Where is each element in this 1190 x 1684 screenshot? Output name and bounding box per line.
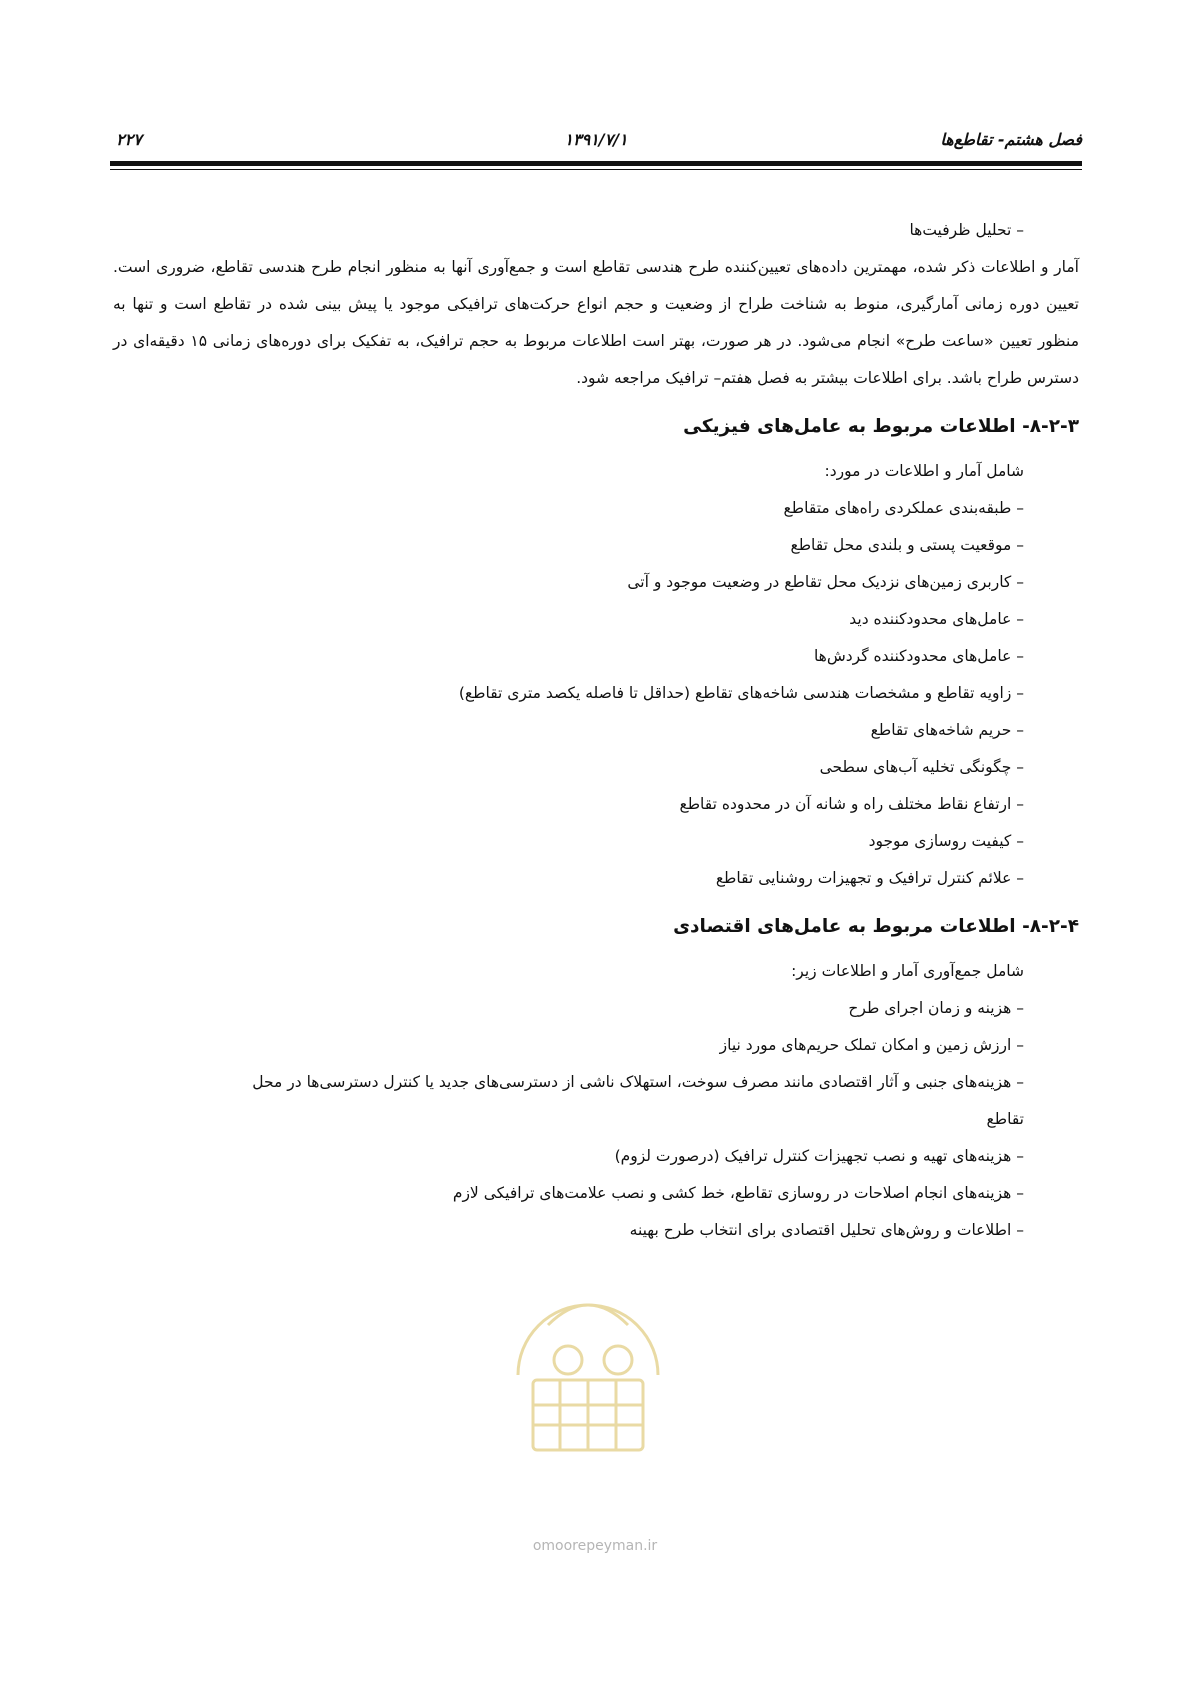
page-body <box>113 212 1079 1249</box>
section-lead-economic: شامل جمع‌آوری آمار و اطلاعات زیر: <box>791 962 1024 980</box>
header-rule-thick <box>110 161 1082 166</box>
header-rule-thin <box>110 169 1082 170</box>
list-item: – حریم شاخه‌های تقاطع <box>870 721 1024 739</box>
page-number: ۲۲۷ <box>116 130 142 149</box>
list-item: – موقعیت پستی و بلندی محل تقاطع <box>790 536 1024 554</box>
intro-paragraph: آمار و اطلاعات ذکر شده، مهمترین داده‌های تعیین‌کننده طرح هندسی تقاطع است و جمع‌آوری آنها به منظور انجام طرح هندسی تقاطع، ضروری است. تعیین دوره زمانی آمارگیری، منوط به شناخت طراح از وضعیت و حجم انواع حرکت‌های ترافیکی موجود یا پیش بینی شده در تقاطع است و تنها به منظور تعیین «ساعت طرح» انجام می‌شود. در هر صورت، بهتر است اطلاعات مربوط به حجم ترافیک، به تفکیک برای دوره‌های زمانی ۱۵ دقیقه‌ای در دسترس طراح باشد. برای اطلاعات بیشتر به فصل هفتم– ترافیک مراجعه شود. <box>113 258 1080 387</box>
section-lead-physical: شامل آمار و اطلاعات در مورد: <box>824 462 1024 480</box>
list-item: – کیفیت روسازی موجود <box>868 832 1024 850</box>
header-date: ۱۳۹۱/۷/۱ <box>564 130 628 149</box>
list-item: – هزینه‌های جنبی و آثار اقتصادی مانند مصرف سوخت، استهلاک ناشی از دسترسی‌های جدید یا کنترل دسترسی‌ها در محل <box>252 1073 1024 1091</box>
list-item: – طبقه‌بندی عملکردی راه‌های متقاطع <box>783 499 1024 517</box>
list-item: – ارتفاع نقاط مختلف راه و شانه آن در محدوده تقاطع <box>679 795 1024 813</box>
list-item: – عامل‌های محدودکننده گردش‌ها <box>813 647 1024 665</box>
intro-item: – تحلیل ظرفیت‌ها <box>909 221 1024 239</box>
list-item: – عامل‌های محدودکننده دید <box>849 610 1024 628</box>
watermark-seal-icon <box>478 1265 698 1465</box>
list-item: – هزینه‌های تهیه و نصب تجهیزات کنترل ترافیک (درصورت لزوم) <box>614 1147 1024 1165</box>
list-item: – کاربری زمین‌های نزدیک محل تقاطع در وضعیت موجود و آتی <box>627 573 1024 591</box>
list-item: – اطلاعات و روش‌های تحلیل اقتصادی برای انتخاب طرح بهینه <box>629 1221 1024 1239</box>
chapter-title: فصل هشتم- تقاطع‌ها <box>940 130 1082 149</box>
list-item: – هزینه و زمان اجرای طرح <box>848 999 1024 1017</box>
list-item: – علائم کنترل ترافیک و تجهیزات روشنایی تقاطع <box>715 869 1024 887</box>
section-heading-economic: ۸-۲-۴- اطلاعات مربوط به عامل‌های اقتصادی <box>673 916 1079 937</box>
list-item: – چگونگی تخلیه آب‌های سطحی <box>819 758 1024 776</box>
page-header <box>110 130 1082 160</box>
list-item: – زاویه تقاطع و مشخصات هندسی شاخه‌های تقاطع (حداقل تا فاصله یکصد متری تقاطع) <box>458 684 1024 702</box>
watermark-url: omoorepeyman.ir <box>532 1538 658 1554</box>
list-item: – هزینه‌های انجام اصلاحات در روسازی تقاطع، خط کشی و نصب علامت‌های ترافیکی لازم <box>452 1184 1024 1202</box>
list-item-continuation: تقاطع <box>986 1110 1024 1128</box>
section-heading-physical: ۸-۲-۳- اطلاعات مربوط به عامل‌های فیزیکی <box>683 416 1079 437</box>
list-item: – ارزش زمین و امکان تملک حریم‌های مورد نیاز <box>719 1036 1024 1054</box>
